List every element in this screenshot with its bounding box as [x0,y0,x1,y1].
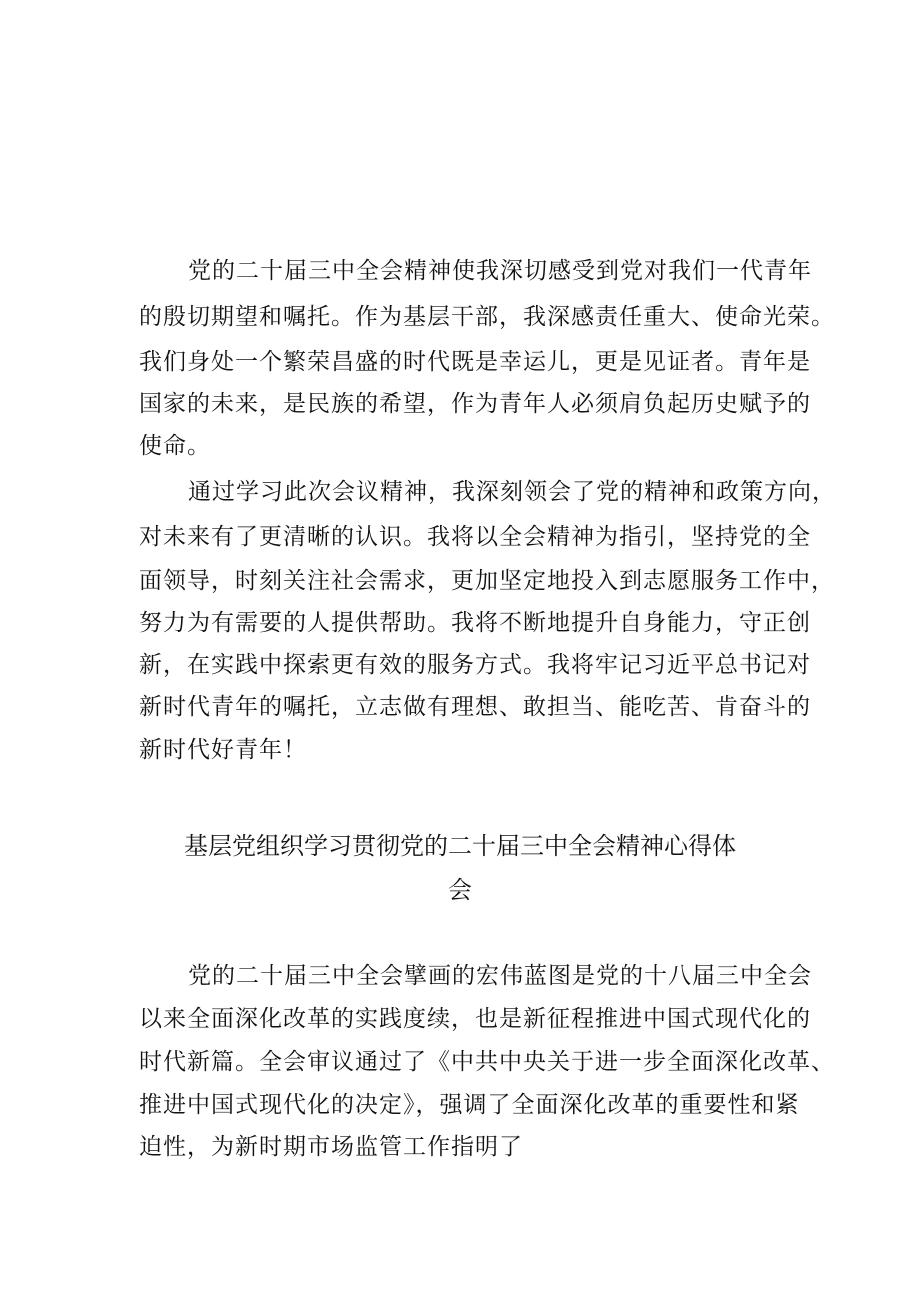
paragraph-1-line-1: 党的二十届三中全会精神使我深切感受到党对我们一代青年 [188,258,812,284]
paragraph-2-line-1: 通过学习此次会议精神，我深刻领会了党的精神和政策方向， [188,479,836,505]
paragraph-3-line-3: 时代新篇。全会审议通过了《中共中央关于进一步全面深化改革、 [139,1049,835,1075]
paragraph-3-line-4: 推进中国式现代化的决定》，强调了全面深化改革的重要性和紧 [139,1092,800,1118]
paragraph-3-line-1: 党的二十届三中全会擘画的宏伟蓝图是党的十八届三中全会 [188,963,812,989]
paragraph-1-line-3: 我们身处一个繁荣昌盛的时代既是幸运儿，更是见证者。青年是 [139,349,811,375]
heading-line-2: 会 [448,876,472,904]
paragraph-2-line-6: 新时代青年的嘱托，立志做有理想、敢担当、能吃苦、肯奋斗的 [139,694,811,720]
paragraph-2-line-7: 新时代好青年！ [139,737,307,763]
paragraph-2-line-2: 对未来有了更清晰的认识。我将以全会精神为指引，坚持党的全 [139,524,811,550]
paragraph-1-line-2: 的殷切期望和嘱托。作为基层干部，我深感责任重大、使命光荣。 [139,304,835,330]
paragraph-3-line-2: 以来全面深化改革的实践度续，也是新征程推进中国式现代化的 [139,1006,811,1032]
paragraph-3-line-5: 迫性，为新时期市场监管工作指明了 [139,1134,523,1160]
paragraph-1-line-5: 使命。 [139,433,211,459]
heading-line-1: 基层党组织学习贯彻党的二十届三中全会精神心得体 [184,832,736,860]
paragraph-2-line-5: 新，在实践中探索更有效的服务方式。我将牢记习近平总书记对 [139,652,811,678]
paragraph-1-line-4: 国家的未来，是民族的希望，作为青年人必须肩负起历史赋予的 [139,391,811,417]
paragraph-2-line-3: 面领导，时刻关注社会需求，更加坚定地投入到志愿服务工作中， [139,568,835,594]
paragraph-2-line-4: 努力为有需要的人提供帮助。我将不断地提升自身能力，守正创 [139,610,811,636]
